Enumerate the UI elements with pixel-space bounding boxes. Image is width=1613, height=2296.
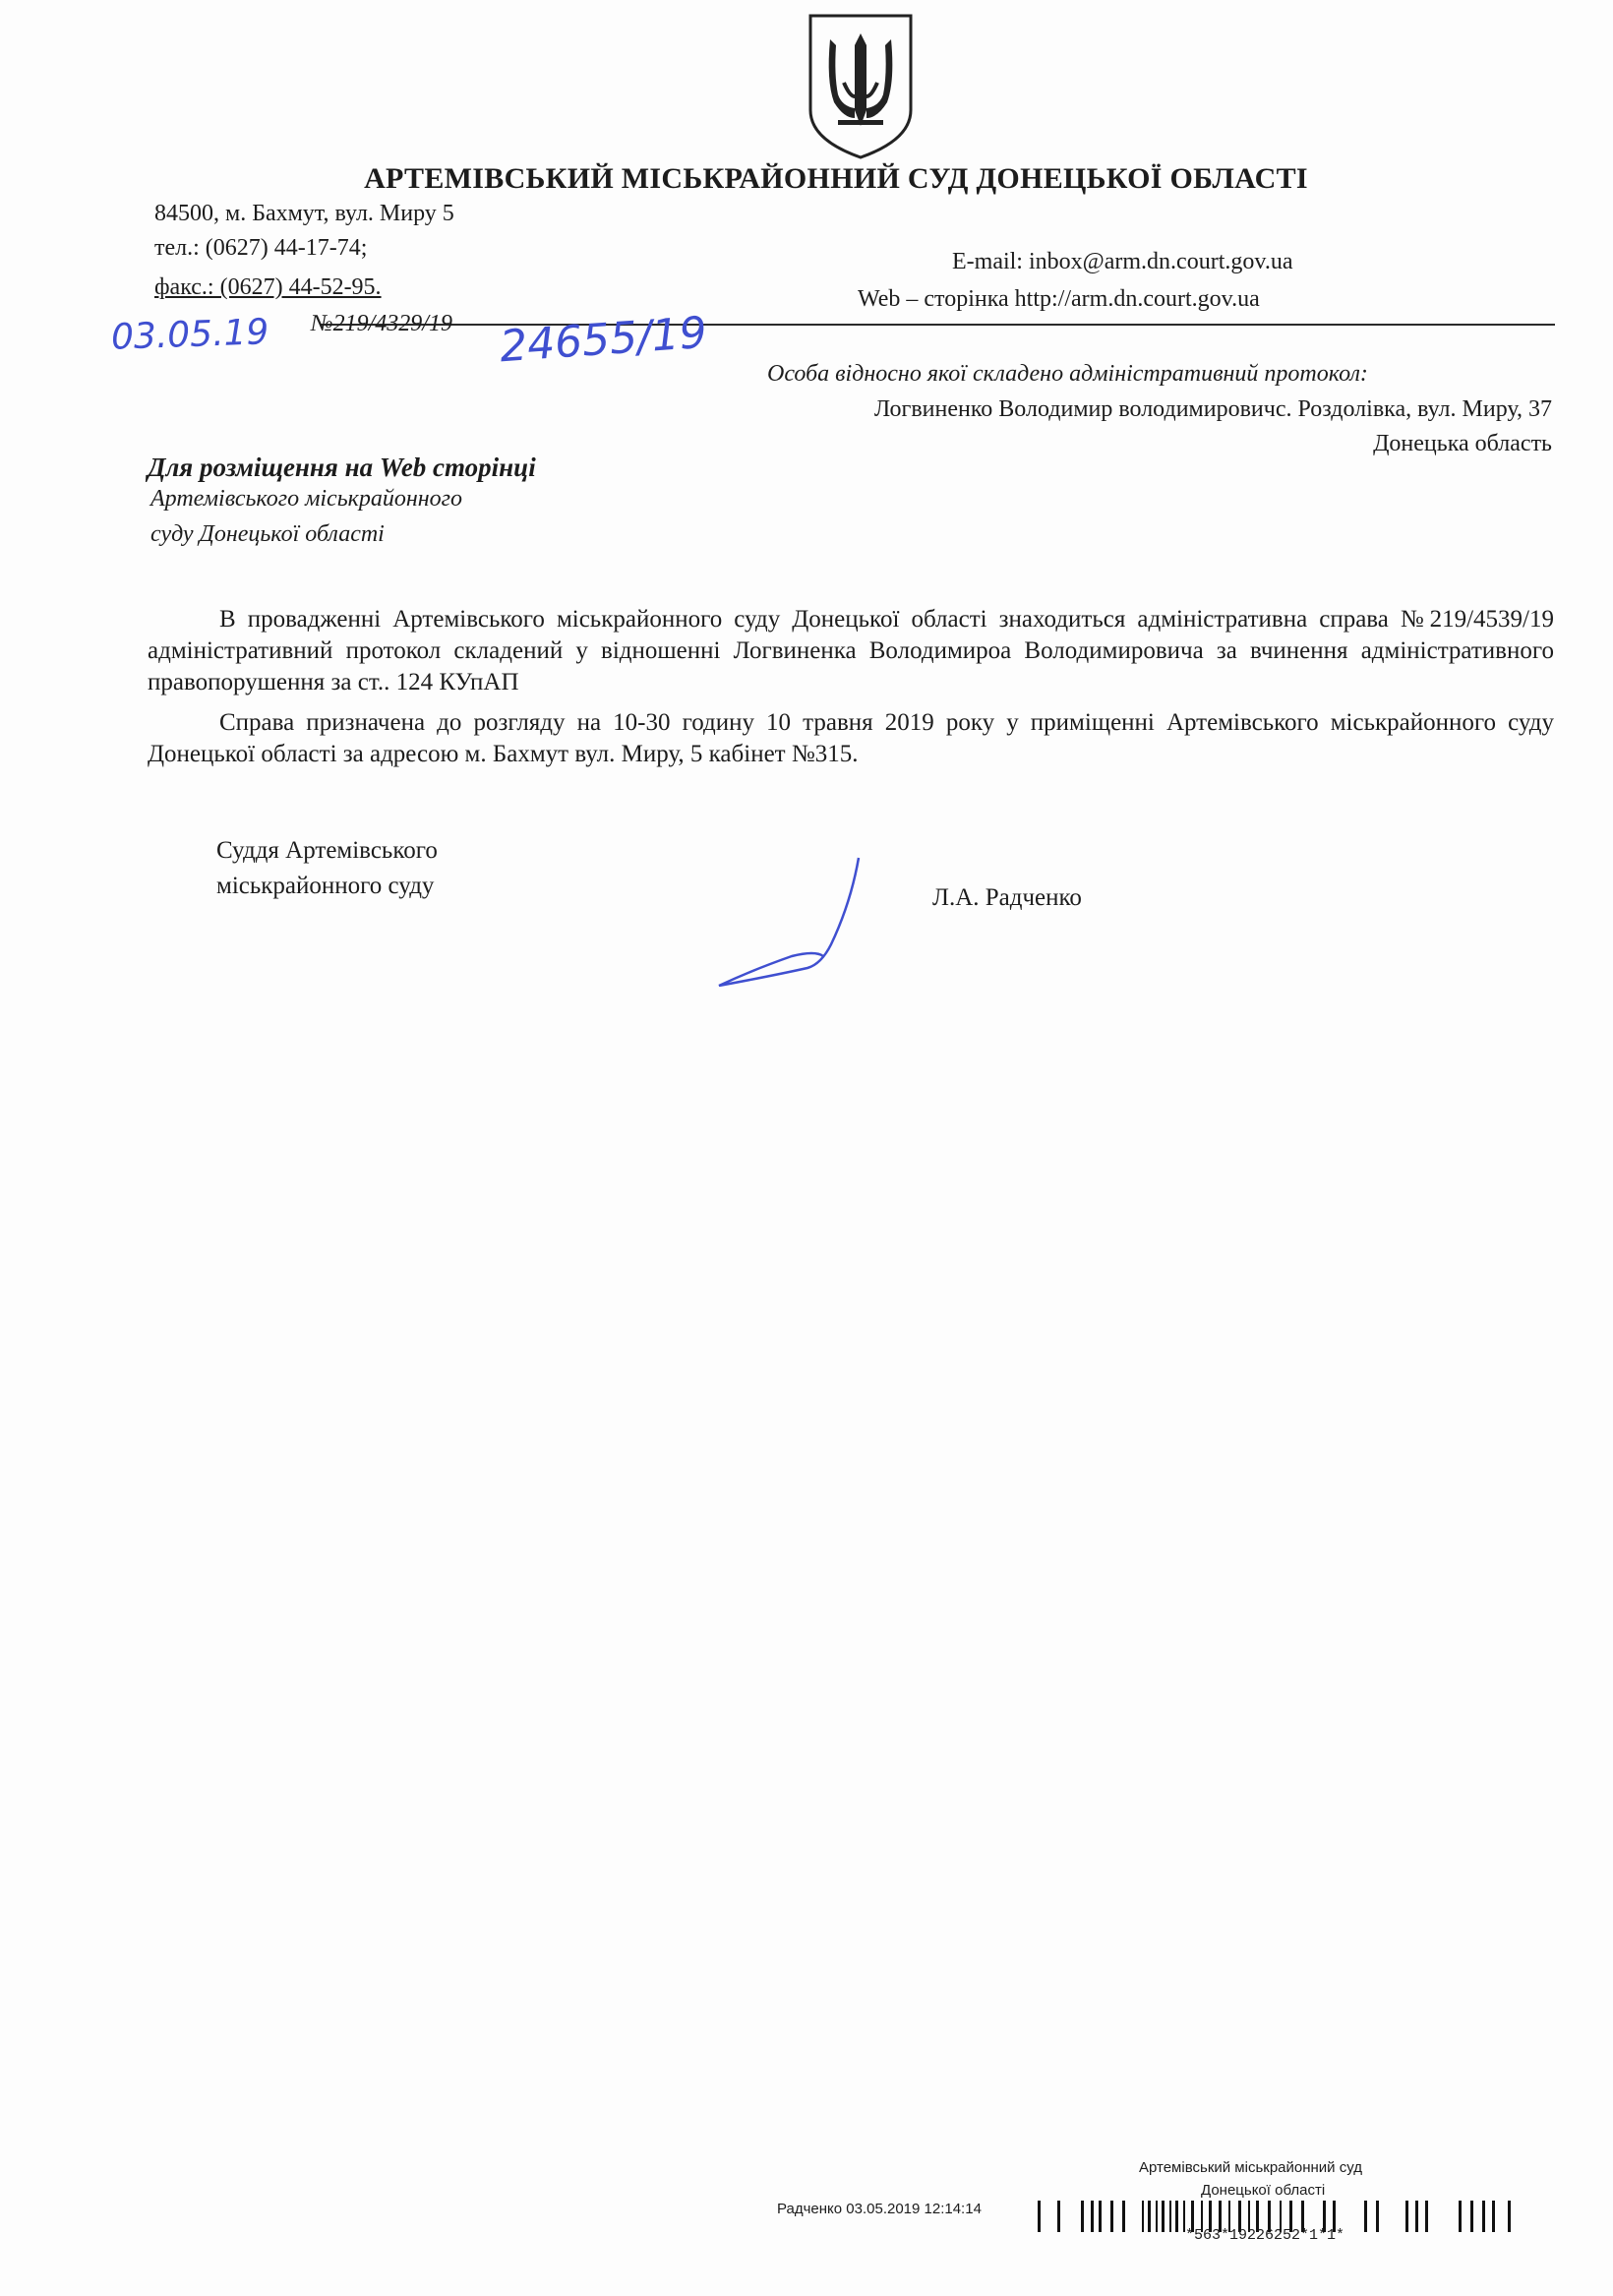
court-fax: факс.: (0627) 44-52-95. [154, 274, 382, 300]
handwritten-date: 03.05.19 [110, 312, 269, 358]
addressee-person: Логвиненко Володимир володимировичс. Роздолівка, вул. Миру, 37 [873, 396, 1552, 422]
addressee-region: Донецька область [1373, 431, 1552, 456]
coat-of-arms-emblem [805, 12, 917, 161]
court-website: Web – сторінка http://arm.dn.court.gov.ua [858, 286, 1260, 312]
addressee-label: Особа відносно якої складено адміністративний протокол: [767, 361, 1368, 387]
handwritten-signature [713, 854, 870, 987]
placement-title: Для розміщення на Web сторінці [148, 453, 536, 482]
placement-line-3: суду Донецької області [150, 521, 385, 547]
stamp-region: Донецької області [1201, 2182, 1326, 2199]
court-email: E-mail: inbox@arm.dn.court.gov.ua [952, 249, 1293, 274]
court-phone: тел.: (0627) 44-17-74; [154, 235, 368, 261]
court-address: 84500, м. Бахмут, вул. Миру 5 [154, 201, 454, 226]
stamp-court-name: Артемівський міськрайонний суд [1139, 2159, 1362, 2176]
judge-name: Л.А. Радченко [932, 884, 1082, 911]
judge-position-line-1: Суддя Артемівського [216, 837, 438, 864]
placement-line-2: Артемівського міськрайонного [150, 486, 463, 512]
body-paragraph-1: В провадженні Артемівського міськрайонного суду Донецької області знаходиться адміністративна справа №219/4539/19 адміністративний протокол складений у відношенні Логвиненка Володимироа Володимировича за вчинення адміністративного правопорушення за ст.. 124 КУпАП [148, 606, 1554, 695]
registration-number: №219/4329/19 [311, 311, 452, 336]
barcode-code: *563*19226252*1*1* [1185, 2227, 1345, 2244]
stamp-signer-timestamp: Радченко 03.05.2019 12:14:14 [777, 2201, 982, 2217]
court-title: АРТЕМІВСЬКИЙ МІСЬКРАЙОННИЙ СУД ДОНЕЦЬКОЇ ОБЛАСТІ [364, 162, 1308, 195]
handwritten-outgoing-number: 24655/19 [498, 307, 709, 373]
body-paragraph-2: Справа призначена до розгляду на 10-30 годину 10 травня 2019 року у приміщенні Артемівського міськрайонного суду Донецької області за адресою м. Бахмут вул. Миру, 5 кабінет №315. [148, 709, 1554, 767]
judge-position-line-2: міськрайонного суду [216, 873, 435, 899]
